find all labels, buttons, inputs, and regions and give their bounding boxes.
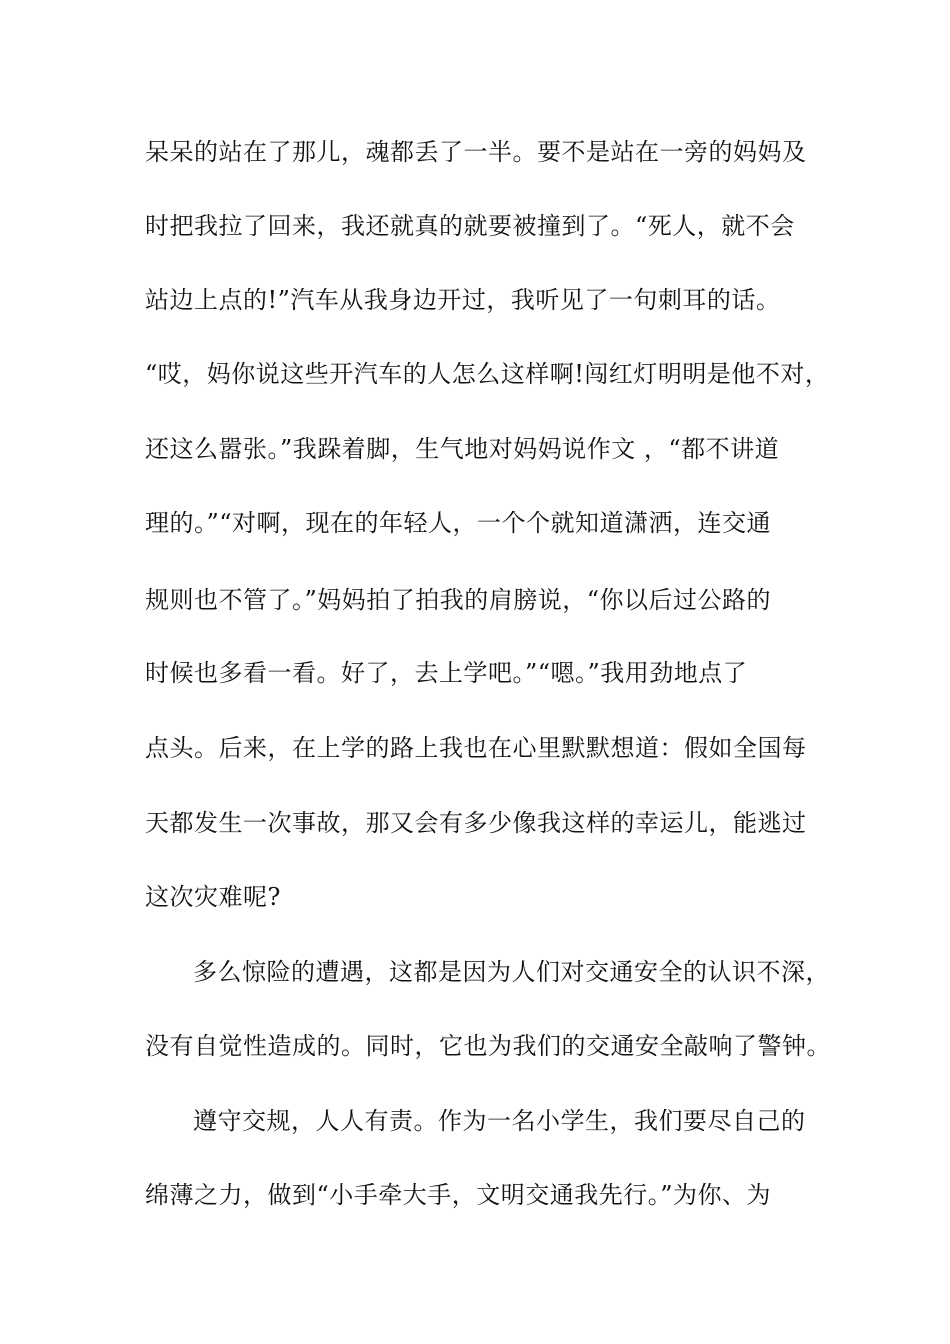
text-line-5: 还这么嚣张。”我跺着脚，生气地对妈妈说作文 ，“都不讲道 [145,435,780,463]
text-line-3: 站边上点的!”汽车从我身边开过，我听见了一句刺耳的话。 [145,286,781,314]
text-line-6: 理的。”“对啊，现在的年轻人，一个个就知道潇洒，连交通 [145,509,772,537]
text-line-15: 绵薄之力，做到“小手牵大手，文明交通我先行。”为你、为 [145,1181,772,1209]
text-line-9: 点头。后来，在上学的路上我也在心里默默想道：假如全国每 [145,734,807,762]
text-line-8: 时候也多看一看。好了，去上学吧。”“嗯。”我用劲地点了 [145,659,748,687]
text-line-2: 时把我拉了回来，我还就真的就要被撞到了。“死人，就不会 [145,212,795,240]
text-line-14: 遵守交规，人人有责。作为一名小学生，我们要尽自己的 [193,1107,806,1135]
text-line-7: 规则也不管了。”妈妈拍了拍我的肩膀说，“你以后过公路的 [145,586,772,614]
text-line-10: 天都发生一次事故，那又会有多少像我这样的幸运儿，能逃过 [145,809,807,837]
text-line-12: 多么惊险的遭遇，这都是因为人们对交通安全的认识不深， [193,958,830,986]
text-line-13: 没有自觉性造成的。同时，它也为我们的交通安全敲响了警钟。 [145,1032,831,1060]
text-line-11: 这次灾难呢? [145,883,281,911]
text-line-1: 呆呆的站在了那儿，魂都丢了一半。要不是站在一旁的妈妈及 [145,138,807,166]
text-line-4: “哎，妈你说这些开汽车的人怎么这样啊!闯红灯明明是他不对， [145,360,830,388]
